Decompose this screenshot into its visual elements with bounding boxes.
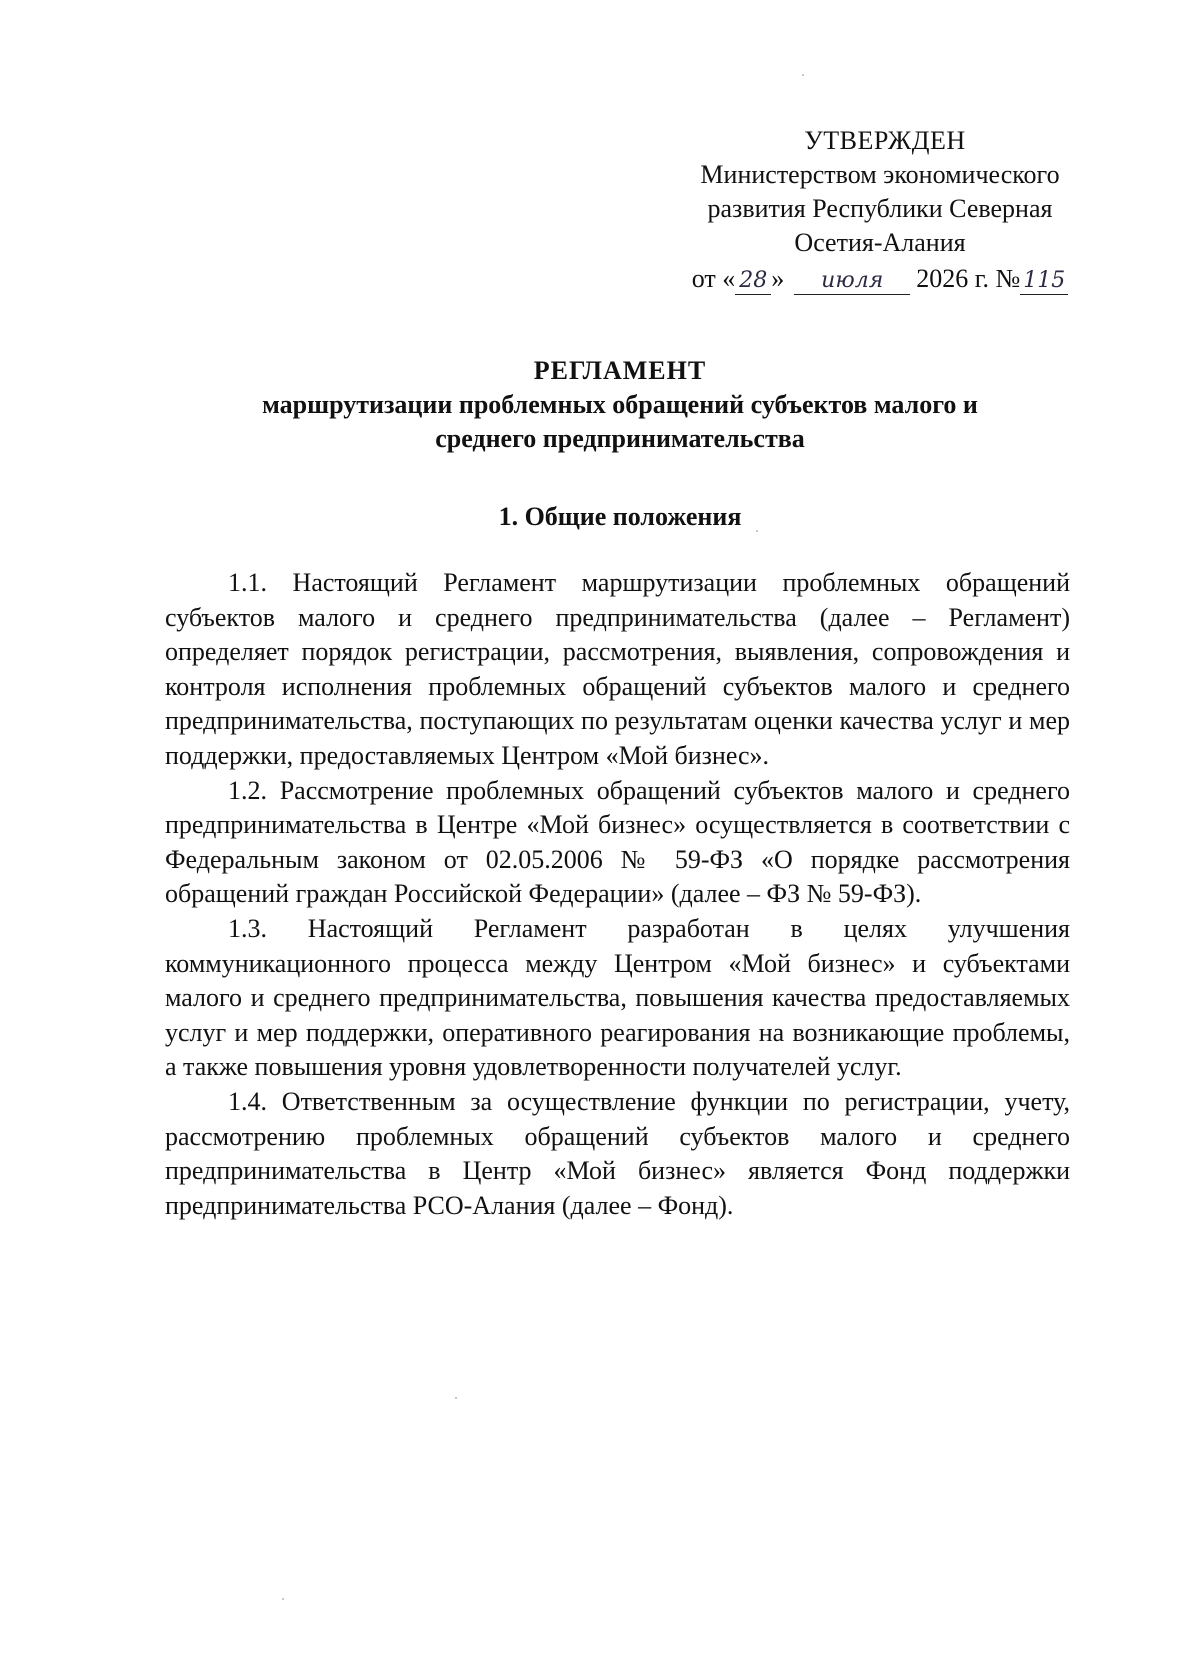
paragraph-1-4: 1.4. Ответственным за осуществление функции по регистрации, учету, рассмотрению проблемных обращений субъектов малого и среднего предпринимательства в Центр «Мой бизнес» является Фонд поддержки предпринимательства РСО-Алания (далее – Фонд).	[165, 1086, 1070, 1220]
scan-speck	[455, 1397, 457, 1399]
scan-speck	[802, 74, 804, 76]
date-prefix: от «	[691, 264, 736, 293]
section-heading: 1. Общие положения	[498, 502, 742, 531]
year-and-number-label: 2026 г. №	[916, 264, 1021, 293]
body-text	[165, 566, 1070, 1223]
approval-title: УТВЕРЖДЕН	[804, 126, 966, 155]
handwritten-month: июля	[794, 268, 910, 295]
approval-date-line	[670, 262, 1090, 296]
handwritten-day: 28	[735, 268, 771, 295]
scan-speck	[282, 1598, 284, 1600]
paragraph-1-2: 1.2. Рассмотрение проблемных обращений субъектов малого и среднего предпринимательства в Центре «Мой бизнес» осуществляется в соответствии с Федеральным законом от 02.05.2006 № 59-ФЗ «О порядке рассмотрения обращений граждан Российской Федерации» (далее – ФЗ № 59-ФЗ).	[165, 775, 1070, 909]
scan-speck	[756, 530, 758, 532]
handwritten-order-number: 115	[1020, 268, 1068, 295]
approval-authority-line-2: развития Республики Северная	[707, 194, 1053, 223]
paragraph-1-1: 1.1. Настоящий Регламент маршрутизации проблемных обращений субъектов малого и среднего предпринимательства (далее – Регламент) определяет порядок регистрации, рассмотрения, выявления, сопровождения и контроля исполнения проблемных обращений субъектов малого и среднего предпринимательства, поступающих по результатам оценки качества услуг и мер поддержки, предоставляемых Центром «Мой бизнес».	[165, 568, 1070, 770]
approval-block	[670, 124, 1090, 296]
date-mid: »	[771, 264, 785, 293]
title-subtitle: маршрутизации проблемных обращений субъектов малого и среднего предпринимательства	[262, 390, 978, 453]
approval-authority-line-1: Министерством экономического	[700, 160, 1060, 189]
document-title	[120, 354, 1120, 456]
title-main: РЕГЛАМЕНТ	[533, 356, 707, 385]
approval-authority-line-3: Осетия-Алания	[794, 228, 966, 257]
paragraph-1-3: 1.3. Настоящий Регламент разработан в целях улучшения коммуникационного процесса между Центром «Мой бизнес» и субъектами малого и среднего предпринимательства, повышения качества предоставляемых услуг и мер поддержки, оперативного реагирования на возникающие проблемы, а также повышения уровня удовлетворенности получателей услуг.	[165, 913, 1070, 1082]
